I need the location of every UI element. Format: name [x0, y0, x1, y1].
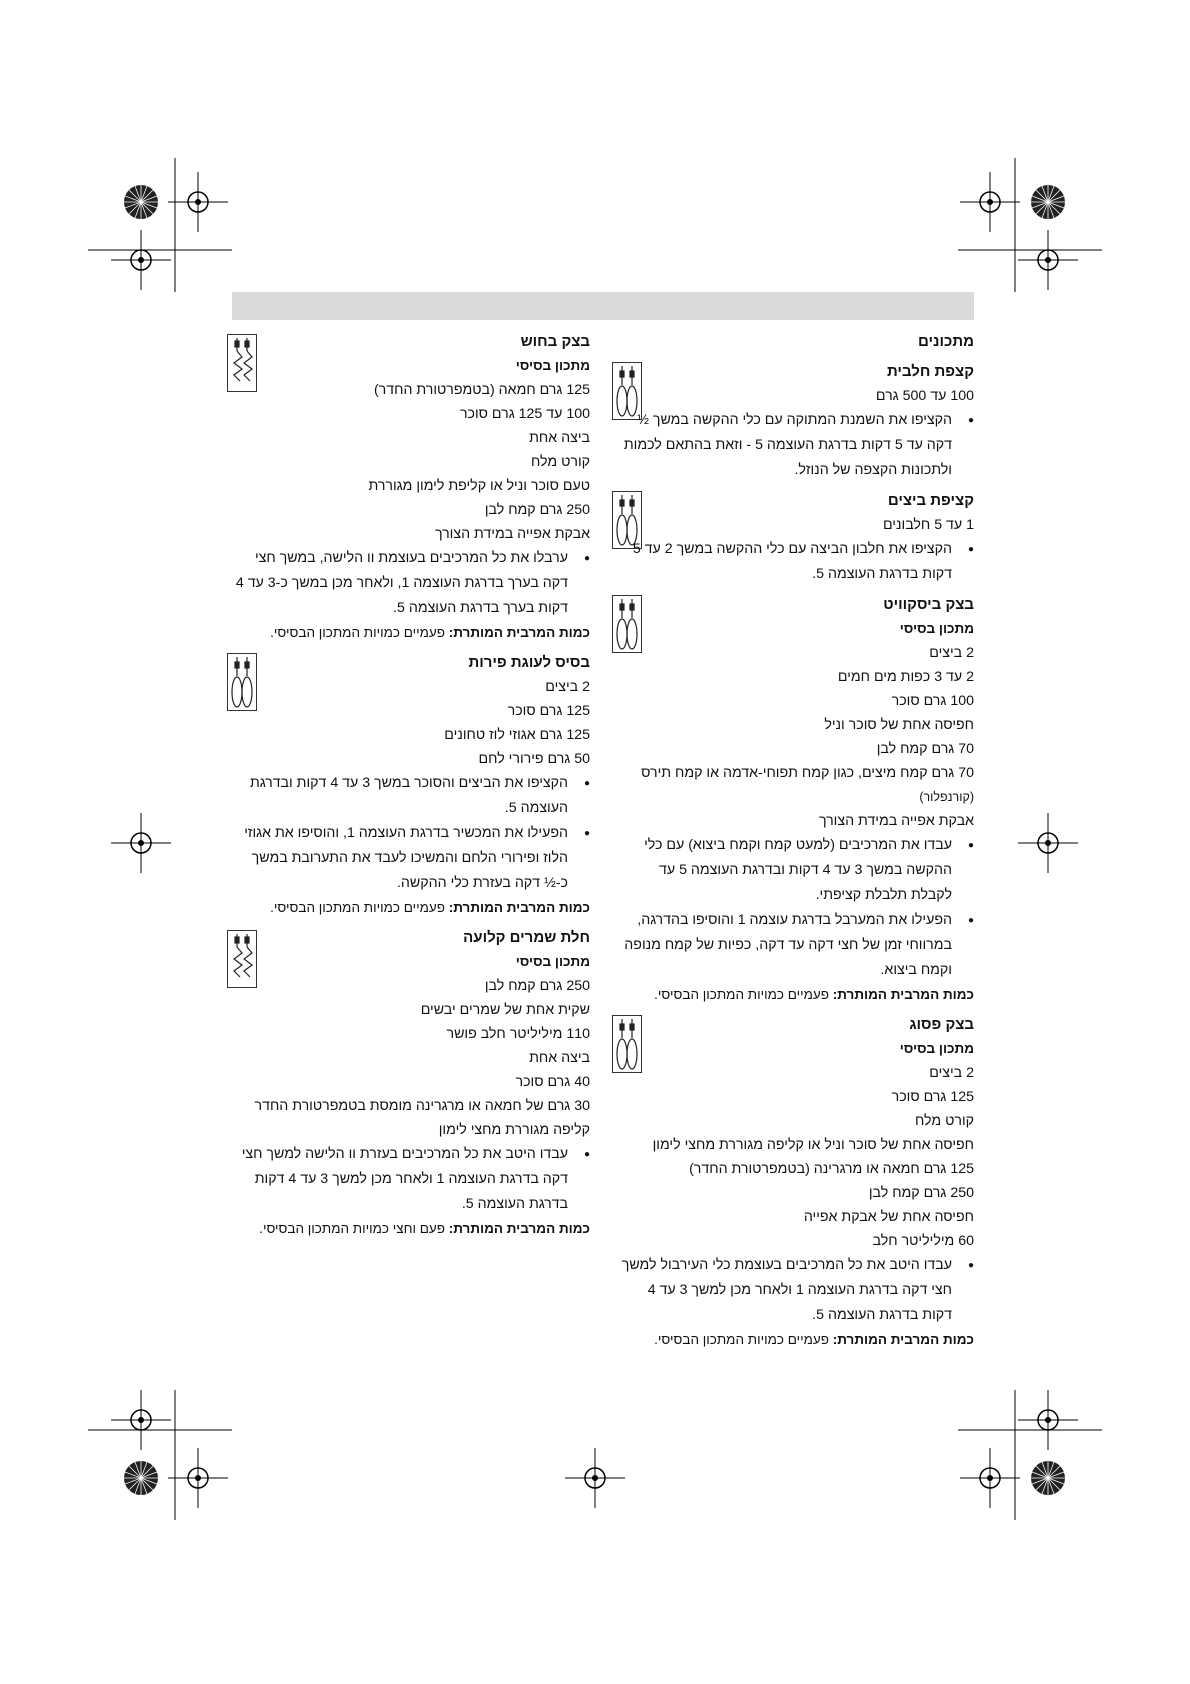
right-column — [617, 330, 974, 1358]
recipe-section — [232, 651, 590, 920]
ingredient-line: 70 גרם קמח מיצים, כגון קמח תפוחי-אדמה או קמח תירס — [641, 765, 974, 781]
recipe-title: קצפת חלבית — [886, 363, 974, 380]
max-quantity-note — [232, 1217, 590, 1241]
ingredient-line: קורט מלח — [914, 1113, 974, 1129]
ingredient-line: 70 גרם קמח לבן — [876, 741, 974, 757]
recipe-title: חלת שמרים קלועה — [463, 929, 590, 946]
recipe-section — [617, 360, 974, 483]
page-title: מתכונים — [918, 333, 974, 350]
max-quantity-text: פעם וחצי כמויות המתכון הבסיסי. — [259, 1221, 445, 1236]
ingredient-line: 2 עד 3 כפות מים חמים — [837, 669, 974, 685]
recipe-section — [232, 330, 590, 645]
max-quantity-text: פעמיים כמויות המתכון הבסיסי. — [654, 1332, 829, 1347]
instruction-item: ● עבדו היטב את כל המרכיבים בעוצמת כלי העירבול למשך חצי דקה בדרגת העוצמה 1 ולאחר מכן למשך 3 עד 4 דקות בדרגת העוצמה 5. — [617, 1253, 952, 1328]
ingredient-line: חפיסה אחת של סוכר וניל או קליפה מגוררת מחצי לימון — [652, 1137, 974, 1153]
ingredient-line: טעם סוכר וניל או קליפת לימון מגוררת — [368, 478, 590, 494]
max-quantity-text: פעמיים כמויות המתכון הבסיסי. — [270, 625, 445, 640]
ingredient-line: 250 גרם קמח לבן — [868, 1185, 974, 1201]
instruction-item: ● הקציפו את חלבון הביצה עם כלי ההקשה במשך 2 עד 5 דקות בדרגת העוצמה 5. — [617, 537, 952, 587]
recipe-title: בצק בחוש — [520, 333, 590, 350]
recipe-subtitle: מתכון בסיסי — [899, 1041, 974, 1056]
ingredient-line: אבקת אפייה במידת הצורך — [818, 813, 974, 829]
ingredient-line: 125 גרם חמאה או מרגרינה (בטמפרטורת החדר) — [689, 1161, 974, 1177]
max-quantity-note — [232, 621, 590, 645]
instruction-list — [617, 537, 974, 587]
max-quantity-note — [617, 983, 974, 1007]
recipe-title: בסיס לעוגת פירות — [468, 654, 590, 671]
recipe-section — [617, 593, 974, 1007]
ingredient-line: קליפה מגוררת מחצי לימון — [438, 1122, 590, 1138]
ingredient-line: 125 גרם אגוזי לוז טחונים — [444, 727, 590, 743]
ingredient-line: 250 גרם קמח לבן — [484, 502, 590, 518]
instruction-list — [232, 1142, 590, 1217]
whisk-icon — [227, 653, 257, 711]
ingredient-line: 110 מיליליטר חלב פושר — [446, 1026, 590, 1042]
max-quantity-label: כמות המרבית המותרת: — [832, 987, 974, 1002]
whisk-icon — [612, 1015, 642, 1073]
ingredient-line: ביצה אחת — [529, 430, 590, 446]
max-quantity-label: כמות המרבית המותרת: — [448, 900, 590, 915]
max-quantity-note — [617, 1328, 974, 1352]
max-quantity-label: כמות המרבית המותרת: — [448, 625, 590, 640]
ingredient-line: 250 גרם קמח לבן — [484, 978, 590, 994]
instruction-list — [617, 1253, 974, 1328]
ingredient-line: 125 גרם סוכר — [891, 1089, 974, 1105]
max-quantity-text: פעמיים כמויות המתכון הבסיסי. — [654, 987, 829, 1002]
instruction-item: ● ערבלו את כל המרכיבים בעוצמת וו הלישה, במשך חצי דקה בערך בדרגת העוצמה 1, ולאחר מכן במשך כ-3 עד 4 דקות בערך בדרגת העוצמה 5. — [232, 546, 568, 621]
ingredient-line: חפיסה אחת של סוכר וניל — [824, 717, 974, 733]
instruction-item: ● עבדו את המרכיבים (למעט קמח וקמח ביצוא) עם כלי ההקשה במשך 3 עד 4 דקות ובדרגת העוצמה 5 עד לקבלת תלבלת קציפתי. — [617, 833, 952, 908]
ingredient-line: 125 גרם חמאה (בטמפרטורת החדר) — [373, 382, 590, 398]
max-quantity-note — [232, 896, 590, 920]
recipe-title: בצק ביסקוויט — [883, 596, 974, 613]
ingredient-line: שקית אחת של שמרים יבשים — [420, 1002, 590, 1018]
ingredient-line: חפיסה אחת של אבקת אפייה — [803, 1209, 974, 1225]
ingredient-line: אבקת אפייה במידת הצורך — [434, 526, 590, 542]
left-column — [232, 330, 590, 1247]
ingredient-line: 2 ביצים — [929, 645, 974, 661]
ingredient-line: 2 ביצים — [545, 679, 590, 695]
instruction-item: ● הפעילו את המכשיר בדרגת העוצמה 1, והוסיפו את אגוזי הלוז ופירורי הלחם והמשיכו לעבד את התערובת במשך כ-½ דקה בעזרת כלי ההקשה. — [232, 821, 568, 896]
recipe-title: קציפת ביצים — [887, 492, 974, 509]
ingredient-line: 2 ביצים — [929, 1065, 974, 1081]
dough-hook-icon — [227, 334, 257, 392]
instruction-list — [617, 408, 974, 483]
max-quantity-label: כמות המרבית המותרת: — [832, 1332, 974, 1347]
recipe-section — [617, 1013, 974, 1352]
ingredient-line: 100 גרם סוכר — [891, 693, 974, 709]
max-quantity-label: כמות המרבית המותרת: — [448, 1221, 590, 1236]
recipe-subtitle: מתכון בסיסי — [515, 954, 590, 969]
ingredient-line: (קורנפלור) — [919, 790, 974, 804]
dough-hook-icon — [227, 930, 257, 988]
instruction-list — [232, 546, 590, 621]
ingredient-line: ביצה אחת — [529, 1050, 590, 1066]
ingredient-line: 1 עד 5 חלבונים — [882, 517, 974, 533]
instruction-list — [617, 833, 974, 983]
ingredient-line: 60 מיליליטר חלב — [872, 1233, 974, 1249]
whisk-icon — [612, 595, 642, 653]
instruction-list — [232, 771, 590, 896]
recipe-subtitle: מתכון בסיסי — [899, 621, 974, 636]
max-quantity-text: פעמיים כמויות המתכון הבסיסי. — [270, 900, 445, 915]
header-bar — [232, 292, 974, 320]
ingredient-line: 125 גרם סוכר — [507, 703, 590, 719]
recipe-section — [617, 489, 974, 587]
instruction-item: ● הקציפו את השמנת המתוקה עם כלי ההקשה במשך ½ דקה עד 5 דקות בדרגת העוצמה 5 - וזאת בהתאם לכמות ולתכונות הקצפה של הנוזל. — [617, 408, 952, 483]
instruction-item: ● הקציפו את הביצים והסוכר במשך 3 עד 4 דקות ובדרגת העוצמה 5. — [232, 771, 568, 821]
ingredient-line: 30 גרם של חמאה או מרגרינה מומסת בטמפרטורת החדר — [254, 1098, 590, 1114]
ingredient-line: קורט מלח — [530, 454, 590, 470]
instruction-item: ● הפעילו את המערבל בדרגת עוצמה 1 והוסיפו בהדרגה, במרווחי זמן של חצי דקה עד דקה, כפיות של קמח מנופה וקמח ביצוא. — [617, 908, 952, 983]
recipe-title: בצק פסוג — [909, 1016, 974, 1033]
recipe-subtitle: מתכון בסיסי — [515, 358, 590, 373]
ingredient-line: 50 גרם פירורי לחם — [478, 751, 590, 767]
ingredient-line: 100 עד 500 גרם — [875, 388, 974, 404]
instruction-item: ● עבדו היטב את כל המרכיבים בעזרת וו הלישה למשך חצי דקה בדרגת העוצמה 1 ולאחר מכן למשך 3 עד 4 דקות בדרגת העוצמה 5. — [232, 1142, 568, 1217]
ingredient-line: 100 עד 125 גרם סוכר — [459, 406, 590, 422]
ingredient-line: 40 גרם סוכר — [515, 1074, 590, 1090]
recipe-section — [232, 926, 590, 1241]
